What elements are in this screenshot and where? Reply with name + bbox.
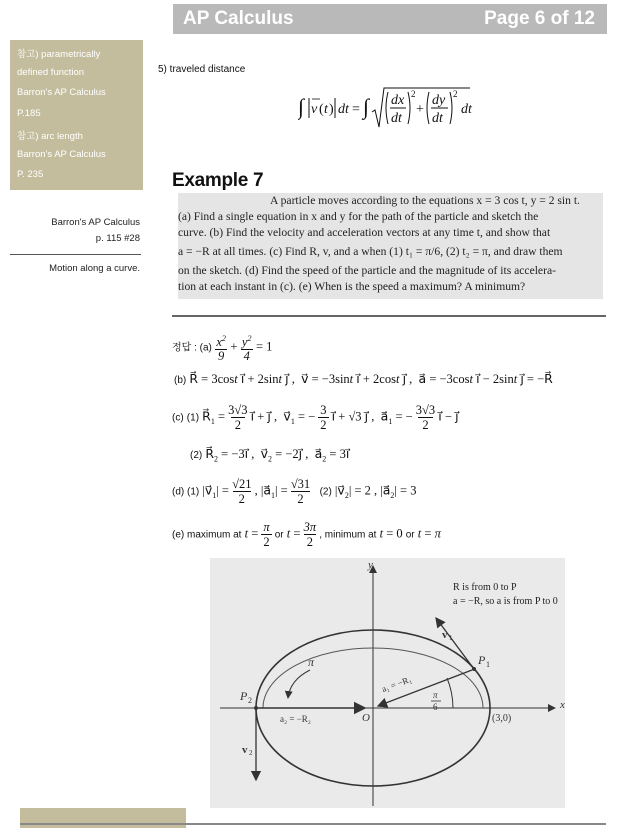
svg-text:): ) [329,102,334,117]
source-book: Barron's AP Calculus [51,217,140,228]
page-number: Page 6 of 12 [484,8,595,29]
answer-d: (d) (1) $|v⃗_1| = √21$ 2 , $|a⃗_1| = √31$ 2 (2) $|v⃗_2| = 2$ , $|a⃗_2| = 3$ [172,477,417,506]
svg-text:2: 2 [248,696,252,705]
v2-label: v [242,744,248,756]
svg-text:=: = [352,102,360,117]
note-line: P. 235 [17,169,44,180]
svg-text:v: v [311,102,318,117]
svg-text:1: 1 [449,634,453,642]
answer-e-label: (e) maximum at [172,529,242,541]
svg-text:dt: dt [391,111,402,126]
point-30-label: (3,0) [492,713,512,724]
note-line: defined function [17,67,85,78]
note-line: 참고) parametrically [17,49,101,60]
answer-d-label: (d) (1) [172,486,200,498]
answer-c1: (c) (1) $R⃗_1 = 3√3$ 2 i⃗ + j⃗ , $v⃗_1$ = − 3 2 i⃗ + √3 j⃗ , $a⃗_1$ = − 3√3 2 i⃗ − j⃗ [172,403,459,432]
problem-line: a = −R at all times. (c) Find R, v, and a when (1) t₁ = π/6, (2) t₂ = π, and draw them [178,245,563,258]
source-page: p. 115 #28 [95,233,140,244]
pi-arc-arrow [288,670,310,698]
svg-text:∫: ∫ [298,94,305,119]
answer-label: 정답 : (a) [172,342,212,354]
svg-text:2: 2 [249,749,253,757]
problem-line: curve. (b) Find the velocity and acceleration vectors at any time t, and show that [178,226,551,239]
v1-label: v [442,629,448,641]
ellipse-figure [210,558,565,808]
topic-label: Motion along a curve. [49,263,140,274]
answer-d2-label: (2) [319,486,332,498]
problem-statement [178,193,603,299]
pi6-num: π [433,690,438,700]
answer-e: (e) maximum at t = π 2 or t = 3π 2 , minimum at t = 0 or t = π [172,520,441,549]
svg-text:2: 2 [453,89,458,99]
figure-note-1: R is from 0 to P [453,582,517,593]
x-axis-label: x [560,699,565,711]
P2-label: P [240,689,248,703]
P1-label: P [478,653,486,667]
note-line: Barron's AP Calculus [17,87,106,98]
svg-text:dy: dy [432,93,446,108]
note-line: Barron's AP Calculus [17,149,106,160]
sidebar-divider [10,254,141,255]
svg-text:dt: dt [432,111,443,126]
answer-c1-label: (1) [186,412,200,424]
svg-text:dt: dt [461,102,472,117]
svg-text:2: 2 [411,89,416,99]
figure-note-2: a = −R, so a is from P to 0 [453,596,558,607]
note-line: P.185 [17,108,41,119]
pi-label: π [308,655,315,669]
pi6-den: 6 [433,702,438,712]
svg-text:dt: dt [338,102,349,117]
angle-arc [447,678,453,708]
point-P2 [254,706,258,710]
answer-c2-label: (2) [190,450,203,461]
note-line: 참고) arc length [17,131,83,142]
section-label: 5) traveled distance [158,64,246,75]
a1-label: a₁ = −R₁ [380,674,413,695]
problem-line: tion at each instant in (c). (e) When is the speed a maximum? A minimum? [178,280,526,293]
section-divider [172,315,606,317]
answer-b-label: (b) [174,375,187,386]
problem-line: A particle moves according to the equations x = 3 cos t, y = 2 sin t. [270,194,580,207]
svg-text:+: + [416,102,424,117]
answer-a: 정답 : (a) $x^2$ $9 + y^2$ 4 = 1 [172,334,273,364]
svg-text:∫: ∫ [363,94,370,119]
footer-rule [20,823,606,825]
reference-note-box [10,40,143,190]
svg-text:1: 1 [486,660,490,669]
distance-formula [298,84,478,132]
example-title: Example 7 [172,170,264,191]
a2-label: a₂ = −R₂ [280,714,311,724]
course-title: AP Calculus [183,8,294,29]
answer-c2: (2) $R⃗_2$ = −3i⃗ , $v⃗_2$ = −2j⃗ , $a⃗_2$ = 3i⃗ [190,447,350,464]
origin-label: O [362,712,370,724]
svg-text:t: t [324,102,328,117]
page-header [173,4,607,34]
svg-text:(: ( [319,102,324,117]
footer-bar [20,808,186,828]
problem-line: (a) Find a single equation in x and y for the path of the particle and sketch the [178,210,539,223]
problem-line: on the sketch. (d) Find the speed of the particle and the magnitude of its accelera- [178,264,556,277]
answer-c-label: (c) [172,412,184,424]
answer-b: (b) R⃗ = 3cost i⃗ + 2sint j⃗ , v⃗ = −3sint i⃗ + 2cost j⃗ , a⃗ = −3cost i⃗ − 2sint j⃗ = −R⃗ [174,372,553,386]
ellipse-diagram [210,558,565,808]
svg-text:dx: dx [391,93,405,108]
y-axis-label: y [368,559,373,571]
